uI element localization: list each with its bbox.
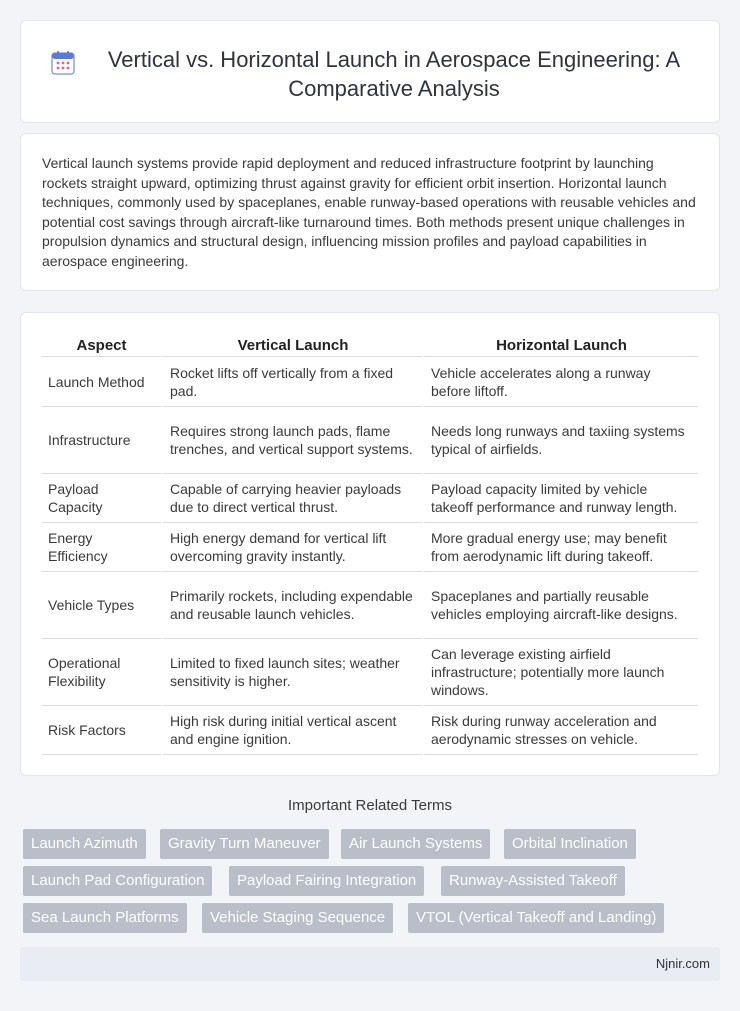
- horizontal-cell: Spaceplanes and partially reusable vehicles employing aircraft-like designs.: [422, 572, 698, 639]
- vertical-cell: Requires strong launch pads, flame trenches, and vertical support systems.: [161, 407, 422, 474]
- intro-paragraph: Vertical launch systems provide rapid deployment and reduced infrastructure footprint by launching rockets straight upward, optimizing thrust against gravity for efficient orbit insertion. Horizontal launch techniques, commonly used by spaceplanes, enable runway-based operations with reusable vehicles and potential cost savings through aircraft-like turnaround times. Both methods present unique challenges in propulsion dynamics and structural design, influencing mission profiles and payload capabilities in aerospace engineering.: [42, 155, 696, 269]
- intro-card: [20, 133, 720, 291]
- related-term-tag[interactable]: Air Launch Systems: [341, 829, 490, 859]
- horizontal-cell: Vehicle accelerates along a runway before liftoff.: [422, 357, 698, 407]
- horizontal-cell: Risk during runway acceleration and aerodynamic stresses on vehicle.: [422, 706, 698, 755]
- aspect-cell: Risk Factors: [42, 706, 161, 755]
- aspect-cell: Infrastructure: [42, 407, 161, 474]
- table-row: [42, 357, 698, 407]
- related-term-tag[interactable]: Launch Pad Configuration: [23, 866, 212, 896]
- footer: [20, 947, 720, 981]
- table-row: [42, 474, 698, 523]
- horizontal-cell: More gradual energy use; may benefit from aerodynamic lift during takeoff.: [422, 523, 698, 572]
- table-header-row: [42, 335, 698, 357]
- related-term-tag[interactable]: Vehicle Staging Sequence: [202, 903, 393, 933]
- vertical-cell: High energy demand for vertical lift overcoming gravity instantly.: [161, 523, 422, 572]
- aspect-cell: Operational Flexibility: [42, 639, 161, 706]
- horizontal-cell: Can leverage existing airfield infrastructure; potentially more launch windows.: [422, 639, 698, 706]
- table-row: [42, 706, 698, 755]
- related-term-tag[interactable]: VTOL (Vertical Takeoff and Landing): [408, 903, 664, 933]
- related-term-tag[interactable]: Runway-Assisted Takeoff: [441, 866, 625, 896]
- column-header-vertical: Vertical Launch: [161, 335, 422, 357]
- related-term-tag[interactable]: Orbital Inclination: [504, 829, 636, 859]
- vertical-cell: High risk during initial vertical ascent and engine ignition.: [161, 706, 422, 755]
- aspect-cell: Payload Capacity: [42, 474, 161, 523]
- vertical-cell: Capable of carrying heavier payloads due to direct vertical thrust.: [161, 474, 422, 523]
- related-term-tag[interactable]: Gravity Turn Maneuver: [160, 829, 329, 859]
- horizontal-cell: Payload capacity limited by vehicle takeoff performance and runway length.: [422, 474, 698, 523]
- related-term-tag[interactable]: Launch Azimuth: [23, 829, 146, 859]
- related-term-tag[interactable]: Payload Fairing Integration: [229, 866, 424, 896]
- page-title: Vertical vs. Horizontal Launch in Aerospace Engineering: A Comparative Analysis: [107, 47, 681, 101]
- aspect-cell: Vehicle Types: [42, 572, 161, 639]
- footer-site-name[interactable]: Njnir.com: [655, 956, 710, 971]
- table-row: [42, 407, 698, 474]
- comparison-table-card: [20, 312, 720, 776]
- title-card: [20, 20, 720, 123]
- comparison-table: [42, 335, 698, 755]
- horizontal-cell: Needs long runways and taxiing systems typical of airfields.: [422, 407, 698, 474]
- aspect-cell: Launch Method: [42, 357, 161, 407]
- vertical-cell: Rocket lifts off vertically from a fixed pad.: [161, 357, 422, 407]
- calendar-icon: [49, 49, 77, 77]
- column-header-horizontal: Horizontal Launch: [422, 335, 698, 357]
- related-term-tag[interactable]: Sea Launch Platforms: [23, 903, 187, 933]
- vertical-cell: Limited to fixed launch sites; weather sensitivity is higher.: [161, 639, 422, 706]
- table-row: [42, 639, 698, 706]
- table-row: [42, 572, 698, 639]
- vertical-cell: Primarily rockets, including expendable and reusable launch vehicles.: [161, 572, 422, 639]
- column-header-aspect: Aspect: [42, 335, 161, 357]
- table-row: [42, 523, 698, 572]
- related-terms-heading: Important Related Terms: [288, 797, 452, 814]
- aspect-cell: Energy Efficiency: [42, 523, 161, 572]
